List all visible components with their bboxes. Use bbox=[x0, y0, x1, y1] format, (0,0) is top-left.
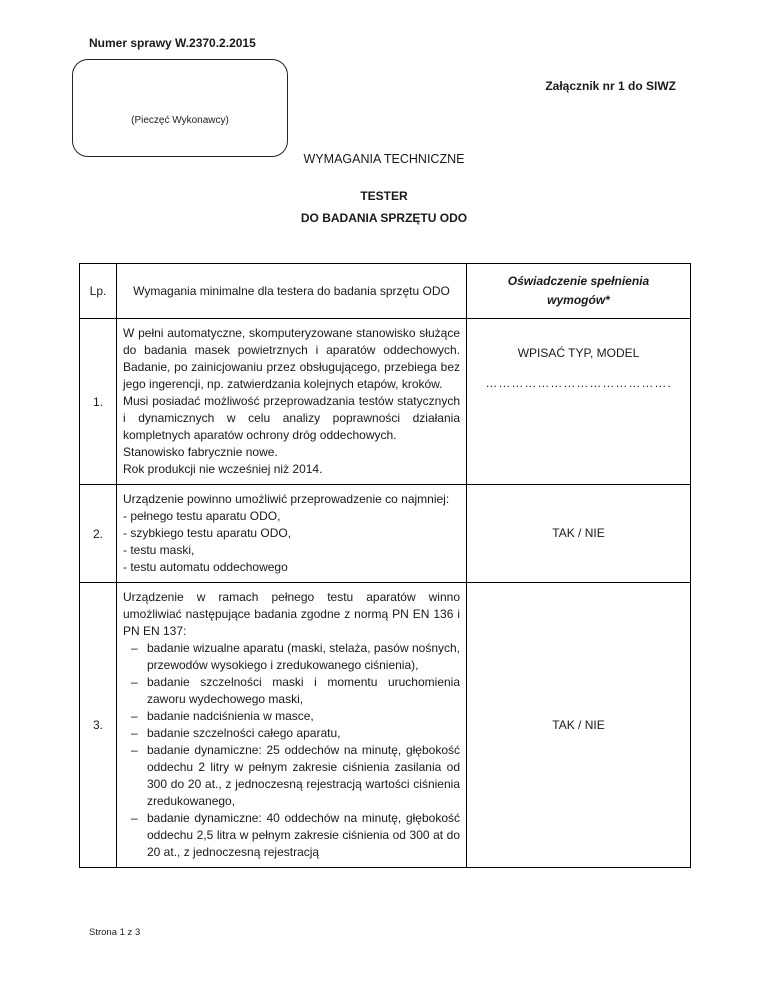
dash-bullet-marker: – bbox=[131, 641, 138, 655]
requirement-item: - szybkiego testu aparatu ODO, bbox=[123, 526, 292, 540]
title-block bbox=[0, 152, 768, 225]
requirement-paragraph: Musi posiadać możliwość przeprowadzania testów statycznych i dynamicznych w celu analizy poprawności działania kompletnych aparatów ochrony dróg oddechowych. bbox=[123, 394, 460, 442]
requirement-bullet bbox=[131, 708, 460, 725]
declaration-yes-no: TAK / NIE bbox=[552, 717, 605, 732]
table-header-row bbox=[80, 264, 691, 319]
table-row bbox=[80, 485, 691, 583]
document-subject-line2: DO BADANIA SPRZĘTU ODO bbox=[300, 211, 468, 225]
dash-bullet-marker: – bbox=[131, 811, 138, 825]
row-number: 1. bbox=[80, 319, 117, 485]
requirement-paragraph: Urządzenie powinno umożliwić przeprowadzenie co najmniej: bbox=[123, 492, 450, 506]
requirement-bullet-text: badanie szczelności maski i momentu uruchomienia zaworu wydechowego maski, bbox=[147, 675, 460, 706]
requirement-bullet-text: badanie dynamiczne: 40 oddechów na minutę, głębokość oddechu 2,5 litra w pełnym zakresie ciśnienia od 300 at do 20 at., z jednoczesną rejestracją bbox=[147, 811, 460, 859]
requirement-bullet bbox=[131, 674, 460, 708]
declaration-yes-no: TAK / NIE bbox=[552, 526, 605, 540]
declaration-cell bbox=[467, 485, 691, 583]
dash-bullet-marker: – bbox=[131, 709, 138, 723]
attachment-label: Załącznik nr 1 do SIWZ bbox=[545, 79, 676, 93]
requirement-bullet-text: badanie wizualne aparatu (maski, stelaża, pasów nośnych, przewodów wysokiego i zredukowanego ciśnienia), bbox=[147, 641, 460, 672]
stamp-box bbox=[72, 59, 288, 157]
document-heading: WYMAGANIA TECHNICZNE bbox=[303, 152, 465, 166]
requirement-bullet-text: badanie nadciśnienia w masce, bbox=[147, 709, 314, 723]
declaration-cell bbox=[467, 319, 691, 485]
requirement-item: - pełnego testu aparatu ODO, bbox=[123, 509, 281, 523]
dash-bullet-marker: – bbox=[131, 726, 138, 740]
row-number: 3. bbox=[80, 583, 117, 868]
requirement-bullet-text: badanie szczelności całego aparatu, bbox=[147, 726, 341, 740]
case-number: Numer sprawy W.2370.2.2015 bbox=[89, 36, 256, 50]
requirement-cell bbox=[117, 319, 467, 485]
document-subject-line1: TESTER bbox=[360, 189, 408, 203]
requirement-intro: Urządzenie w ramach pełnego testu aparatów winno umożliwiać następujące badania zgodne z normą PN EN 136 i PN EN 137: bbox=[123, 590, 460, 638]
requirement-item: - testu maski, bbox=[123, 543, 195, 557]
requirements-table bbox=[79, 263, 691, 868]
row-number: 2. bbox=[80, 485, 117, 583]
requirement-bullet bbox=[131, 725, 460, 742]
stamp-label: (Pieczęć Wykonawcy) bbox=[131, 114, 229, 126]
header-lp: Lp. bbox=[80, 264, 117, 319]
requirement-bullet-text: badanie dynamiczne: 25 oddechów na minutę, głębokość oddechu 2 litry w pełnym zakresie ciśnienia zasilania od 300 do 20 at., z jednoczesną rejestracją wartości ciśnienia zredukowanego, bbox=[147, 743, 460, 808]
declaration-type-model-label: WPISAĆ TYP, MODEL bbox=[517, 346, 640, 360]
declaration-cell bbox=[467, 583, 691, 868]
dash-bullet-marker: – bbox=[131, 675, 138, 689]
requirement-paragraph: W pełni automatyczne, skomputeryzowane stanowisko służące do badania masek powietrznych i aparatów oddechowych. Badanie, po zainicjowaniu przez obsługującego, przebiega bez jego ingerencji, np. zatwierdzania kolejnych etapów, kroków. bbox=[123, 326, 460, 391]
dash-bullet-marker: – bbox=[131, 743, 138, 757]
requirement-item: - testu automatu oddechowego bbox=[123, 560, 288, 574]
requirement-paragraph: Rok produkcji nie wcześniej niż 2014. bbox=[123, 462, 323, 476]
requirement-bullet bbox=[131, 742, 460, 810]
table-row bbox=[80, 319, 691, 485]
page-number: Strona 1 z 3 bbox=[89, 927, 141, 938]
table-row bbox=[80, 583, 691, 868]
requirement-bullet bbox=[131, 640, 460, 674]
header-requirements: Wymagania minimalne dla testera do badania sprzętu ODO bbox=[117, 264, 467, 319]
requirement-paragraph: Stanowisko fabrycznie nowe. bbox=[123, 445, 278, 459]
header-declaration: Oświadczenie spełnienia wymogów* bbox=[467, 264, 691, 319]
requirement-cell bbox=[117, 583, 467, 868]
declaration-fill-in-dots: ……………………………………. bbox=[485, 376, 672, 390]
requirement-cell bbox=[117, 485, 467, 583]
requirement-bullet bbox=[131, 810, 460, 861]
